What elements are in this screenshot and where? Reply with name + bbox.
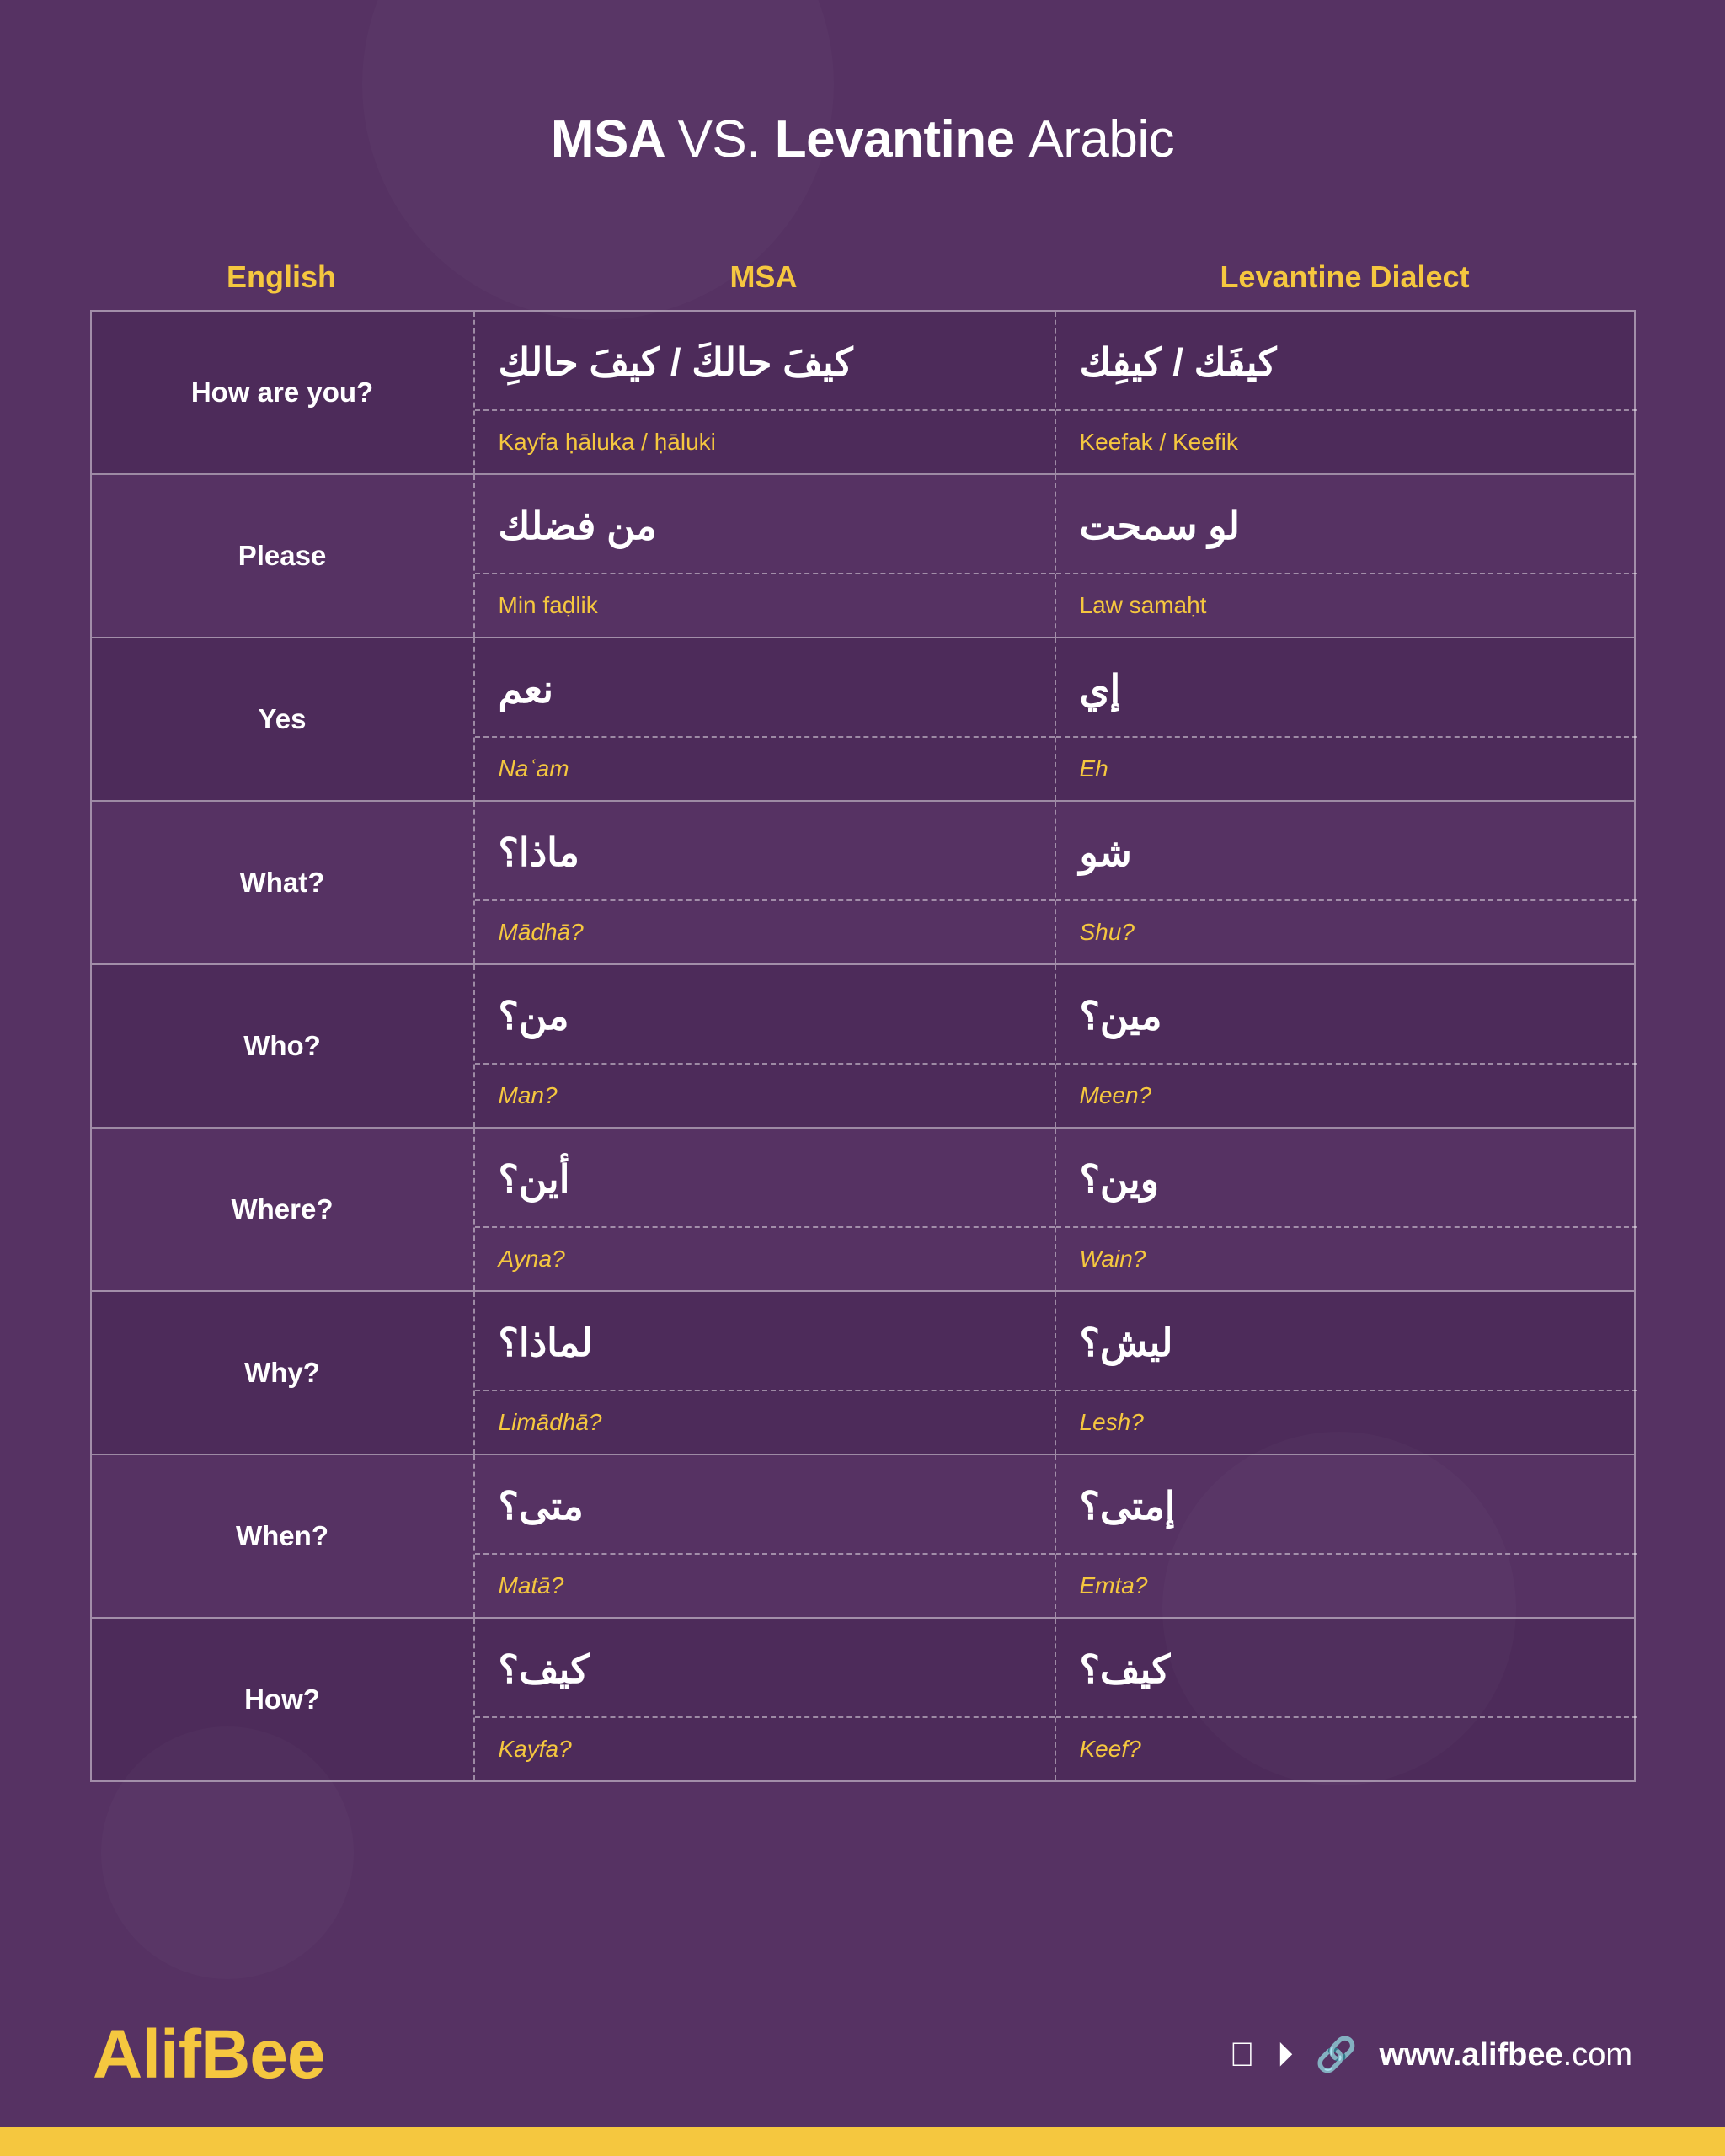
table-row — [92, 802, 1634, 965]
comparison-table-wrapper — [90, 259, 1636, 1782]
arabic-text: كيف؟ — [475, 1619, 1055, 1718]
arabic-text: نعم — [475, 638, 1055, 738]
cell-msa — [475, 638, 1056, 800]
cell-levantine — [1056, 1129, 1637, 1290]
table-row — [92, 1619, 1634, 1780]
transliteration-text: Limādhā? — [498, 1409, 602, 1436]
cell-english: How? — [92, 1619, 475, 1780]
transliteration-text: Man? — [498, 1082, 558, 1109]
title-part-arabic: Arabic — [1028, 110, 1175, 168]
transliteration-text: Eh — [1079, 755, 1108, 782]
transliteration-text: Mādhā? — [498, 919, 584, 946]
arabic-text: من؟ — [475, 965, 1055, 1065]
bottom-accent-bar — [0, 2127, 1725, 2156]
arabic-text: كيف؟ — [1056, 1619, 1637, 1718]
transliteration-text: Shu? — [1079, 919, 1135, 946]
arabic-text: أين؟ — [475, 1129, 1055, 1228]
column-header-msa: MSA — [729, 259, 798, 295]
arabic-text: متى؟ — [475, 1455, 1055, 1555]
transliteration-text: Wain? — [1079, 1246, 1146, 1273]
transliteration-text: Min faḍlik — [498, 592, 598, 619]
arabic-text: لو سمحت — [1056, 475, 1637, 574]
arabic-text: وين؟ — [1056, 1129, 1637, 1228]
arabic-text: من فضلك — [475, 475, 1055, 574]
arabic-text: شو — [1056, 802, 1637, 901]
table-row — [92, 475, 1634, 638]
table-row — [92, 965, 1634, 1129]
title-part-levantine: Levantine — [774, 110, 1029, 168]
cell-msa — [475, 475, 1056, 637]
transliteration-text: Kayfa ḥāluka / ḥāluki — [498, 429, 716, 456]
cell-levantine — [1056, 1455, 1637, 1617]
cell-english: How are you? — [92, 312, 475, 473]
cell-english: Why? — [92, 1292, 475, 1454]
arabic-text: كيفَ حالكَ / كيفَ حالكِ — [475, 312, 1055, 411]
cell-levantine — [1056, 312, 1637, 473]
cell-english: When? — [92, 1455, 475, 1617]
comparison-table — [90, 310, 1636, 1782]
arabic-text: لماذا؟ — [475, 1292, 1055, 1391]
transliteration-text: Keefak / Keefik — [1079, 429, 1238, 456]
table-row — [92, 1129, 1634, 1292]
arabic-text: إي — [1056, 638, 1637, 738]
cell-levantine — [1056, 965, 1637, 1127]
cell-msa — [475, 1455, 1056, 1617]
cell-msa — [475, 1619, 1056, 1780]
transliteration-text: Law samaḥt — [1079, 592, 1207, 619]
transliteration-text: Naʿam — [498, 755, 569, 782]
table-row — [92, 1455, 1634, 1619]
website-url[interactable] — [1379, 2037, 1632, 2073]
cell-levantine — [1056, 475, 1637, 637]
column-header-english: English — [226, 259, 336, 295]
column-header-levantine: Levantine Dialect — [1220, 259, 1470, 295]
table-row — [92, 1292, 1634, 1455]
title-part-vs: VS. — [677, 110, 775, 168]
arabic-text: إمتى؟ — [1056, 1455, 1637, 1555]
arabic-text: ليش؟ — [1056, 1292, 1637, 1391]
arabic-text: مين؟ — [1056, 965, 1637, 1065]
footer — [0, 2004, 1725, 2105]
transliteration-text: Lesh? — [1079, 1409, 1144, 1436]
link-icon[interactable]: 🔗 — [1315, 2036, 1358, 2073]
cell-msa — [475, 802, 1056, 963]
website-url-main: www.alifbee — [1379, 2036, 1563, 2073]
transliteration-text: Meen? — [1079, 1082, 1152, 1109]
apple-icon[interactable] — [1230, 2038, 1255, 2072]
transliteration-text: Emta? — [1079, 1572, 1148, 1599]
cell-english: Please — [92, 475, 475, 637]
transliteration-text: Ayna? — [498, 1246, 565, 1273]
cell-msa — [475, 1129, 1056, 1290]
cell-levantine — [1056, 638, 1637, 800]
cell-levantine — [1056, 1292, 1637, 1454]
brand-logo — [93, 2015, 325, 2095]
cell-levantine — [1056, 1619, 1637, 1780]
table-row — [92, 638, 1634, 802]
title-part-msa: MSA — [550, 110, 678, 168]
table-row — [92, 312, 1634, 475]
cell-levantine — [1056, 802, 1637, 963]
table-header-row — [90, 259, 1636, 310]
cell-english: Where? — [92, 1129, 475, 1290]
transliteration-text: Matā? — [498, 1572, 564, 1599]
brand-logo-text: AlifBee — [93, 2016, 325, 2093]
cell-msa — [475, 1292, 1056, 1454]
arabic-text: كيفَك / كيفِك — [1056, 312, 1637, 411]
cell-english: What? — [92, 802, 475, 963]
page-title — [0, 0, 1725, 168]
google-play-icon[interactable]: ⏵ — [1276, 2036, 1294, 2073]
footer-links — [1230, 2037, 1632, 2073]
cell-english: Who? — [92, 965, 475, 1127]
transliteration-text: Kayfa? — [498, 1736, 572, 1763]
website-url-tld: .com — [1562, 2036, 1632, 2073]
cell-msa — [475, 965, 1056, 1127]
cell-english: Yes — [92, 638, 475, 800]
cell-msa — [475, 312, 1056, 473]
transliteration-text: Keef? — [1079, 1736, 1141, 1763]
arabic-text: ماذا؟ — [475, 802, 1055, 901]
